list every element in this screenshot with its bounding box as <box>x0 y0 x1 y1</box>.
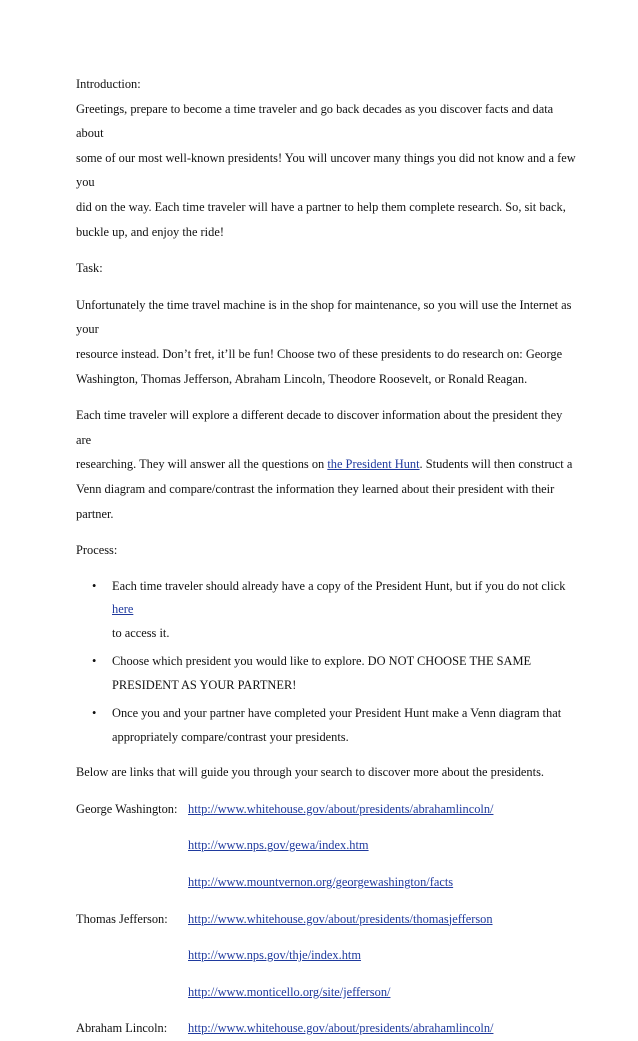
president-name <box>76 870 188 895</box>
intro-line: Greetings, prepare to become a time traveler and go back decades as you discover facts and data about <box>76 101 554 141</box>
task-line: Each time traveler will explore a different decade to discover information about the president they are <box>76 408 563 447</box>
list-item <box>76 702 576 749</box>
resource-link[interactable]: http://www.whitehouse.gov/about/presidents/thomasjefferson <box>188 911 493 926</box>
president-name <box>76 833 188 858</box>
task-text: researching. They will answer all the questions on <box>76 457 328 472</box>
link-row <box>76 833 576 858</box>
task-line: Venn diagram and compare/contrast the information they learned about their president with their partner. <box>76 481 555 521</box>
list-item <box>76 650 576 697</box>
bullet-icon: • <box>92 706 97 721</box>
bullet-icon: • <box>92 654 97 669</box>
process-list <box>76 575 576 750</box>
task-line <box>76 452 576 477</box>
link-row <box>76 870 576 895</box>
link-row <box>76 943 576 968</box>
resource-link[interactable]: http://www.whitehouse.gov/about/presidents/abrahamlincoln/ <box>188 801 494 816</box>
link-row <box>76 797 576 822</box>
president-hunt-link[interactable]: the President Hunt <box>327 457 420 472</box>
list-item-text: PRESIDENT AS YOUR PARTNER! <box>112 677 297 692</box>
list-item-text: Choose which president you would like to explore. DO NOT CHOOSE THE SAME <box>112 654 532 669</box>
task-heading: Task: <box>76 261 103 276</box>
task-line: Unfortunately the time travel machine is in the shop for maintenance, so you will use the Internet as your <box>76 297 572 337</box>
president-links <box>76 797 576 1041</box>
task-line: resource instead. Don’t fret, it’ll be fun! Choose two of these presidents to do research on: George <box>76 346 563 361</box>
resource-link[interactable]: http://www.nps.gov/thje/index.htm <box>188 948 362 963</box>
links-intro: Below are links that will guide you through your search to discover more about the presidents. <box>76 765 544 780</box>
bullet-icon: • <box>92 578 97 593</box>
process-heading: Process: <box>76 543 118 558</box>
list-item-text: appropriately compare/contrast your presidents. <box>112 729 349 744</box>
list-item-text: Once you and your partner have completed your President Hunt make a Venn diagram that <box>112 706 562 721</box>
intro-line: some of our most well-known presidents! You will uncover many things you did not know and a few you <box>76 150 576 190</box>
intro-line: did on the way. Each time traveler will have a partner to help them complete research. So, sit back, <box>76 199 566 214</box>
link-row <box>76 1016 576 1041</box>
list-item-text: Each time traveler should already have a copy of the President Hunt, but if you do not click <box>112 578 566 593</box>
task-line: Washington, Thomas Jefferson, Abraham Lincoln, Theodore Roosevelt, or Ronald Reagan. <box>76 371 528 386</box>
intro-heading: Introduction: <box>76 77 141 91</box>
document-page <box>76 72 576 1041</box>
link-row <box>76 907 576 932</box>
president-name: George Washington: <box>76 801 178 816</box>
resource-link[interactable]: http://www.mountvernon.org/georgewashington/facts <box>188 874 454 889</box>
resource-link[interactable]: http://www.monticello.org/site/jefferson/ <box>188 984 391 999</box>
link-row <box>76 980 576 1005</box>
list-item-text: to access it. <box>112 625 170 640</box>
intro-line: buckle up, and enjoy the ride! <box>76 224 224 239</box>
president-name: Abraham Lincoln: <box>76 1021 168 1036</box>
resource-link[interactable]: http://www.whitehouse.gov/about/presidents/abrahamlincoln/ <box>188 1021 494 1036</box>
president-name <box>76 980 188 1005</box>
president-name <box>76 943 188 968</box>
resource-link[interactable]: http://www.nps.gov/gewa/index.htm <box>188 838 369 853</box>
here-link[interactable]: here <box>112 602 134 617</box>
list-item <box>76 575 576 646</box>
task-text: . Students will then construct a <box>419 457 573 472</box>
president-name: Thomas Jefferson: <box>76 911 168 926</box>
